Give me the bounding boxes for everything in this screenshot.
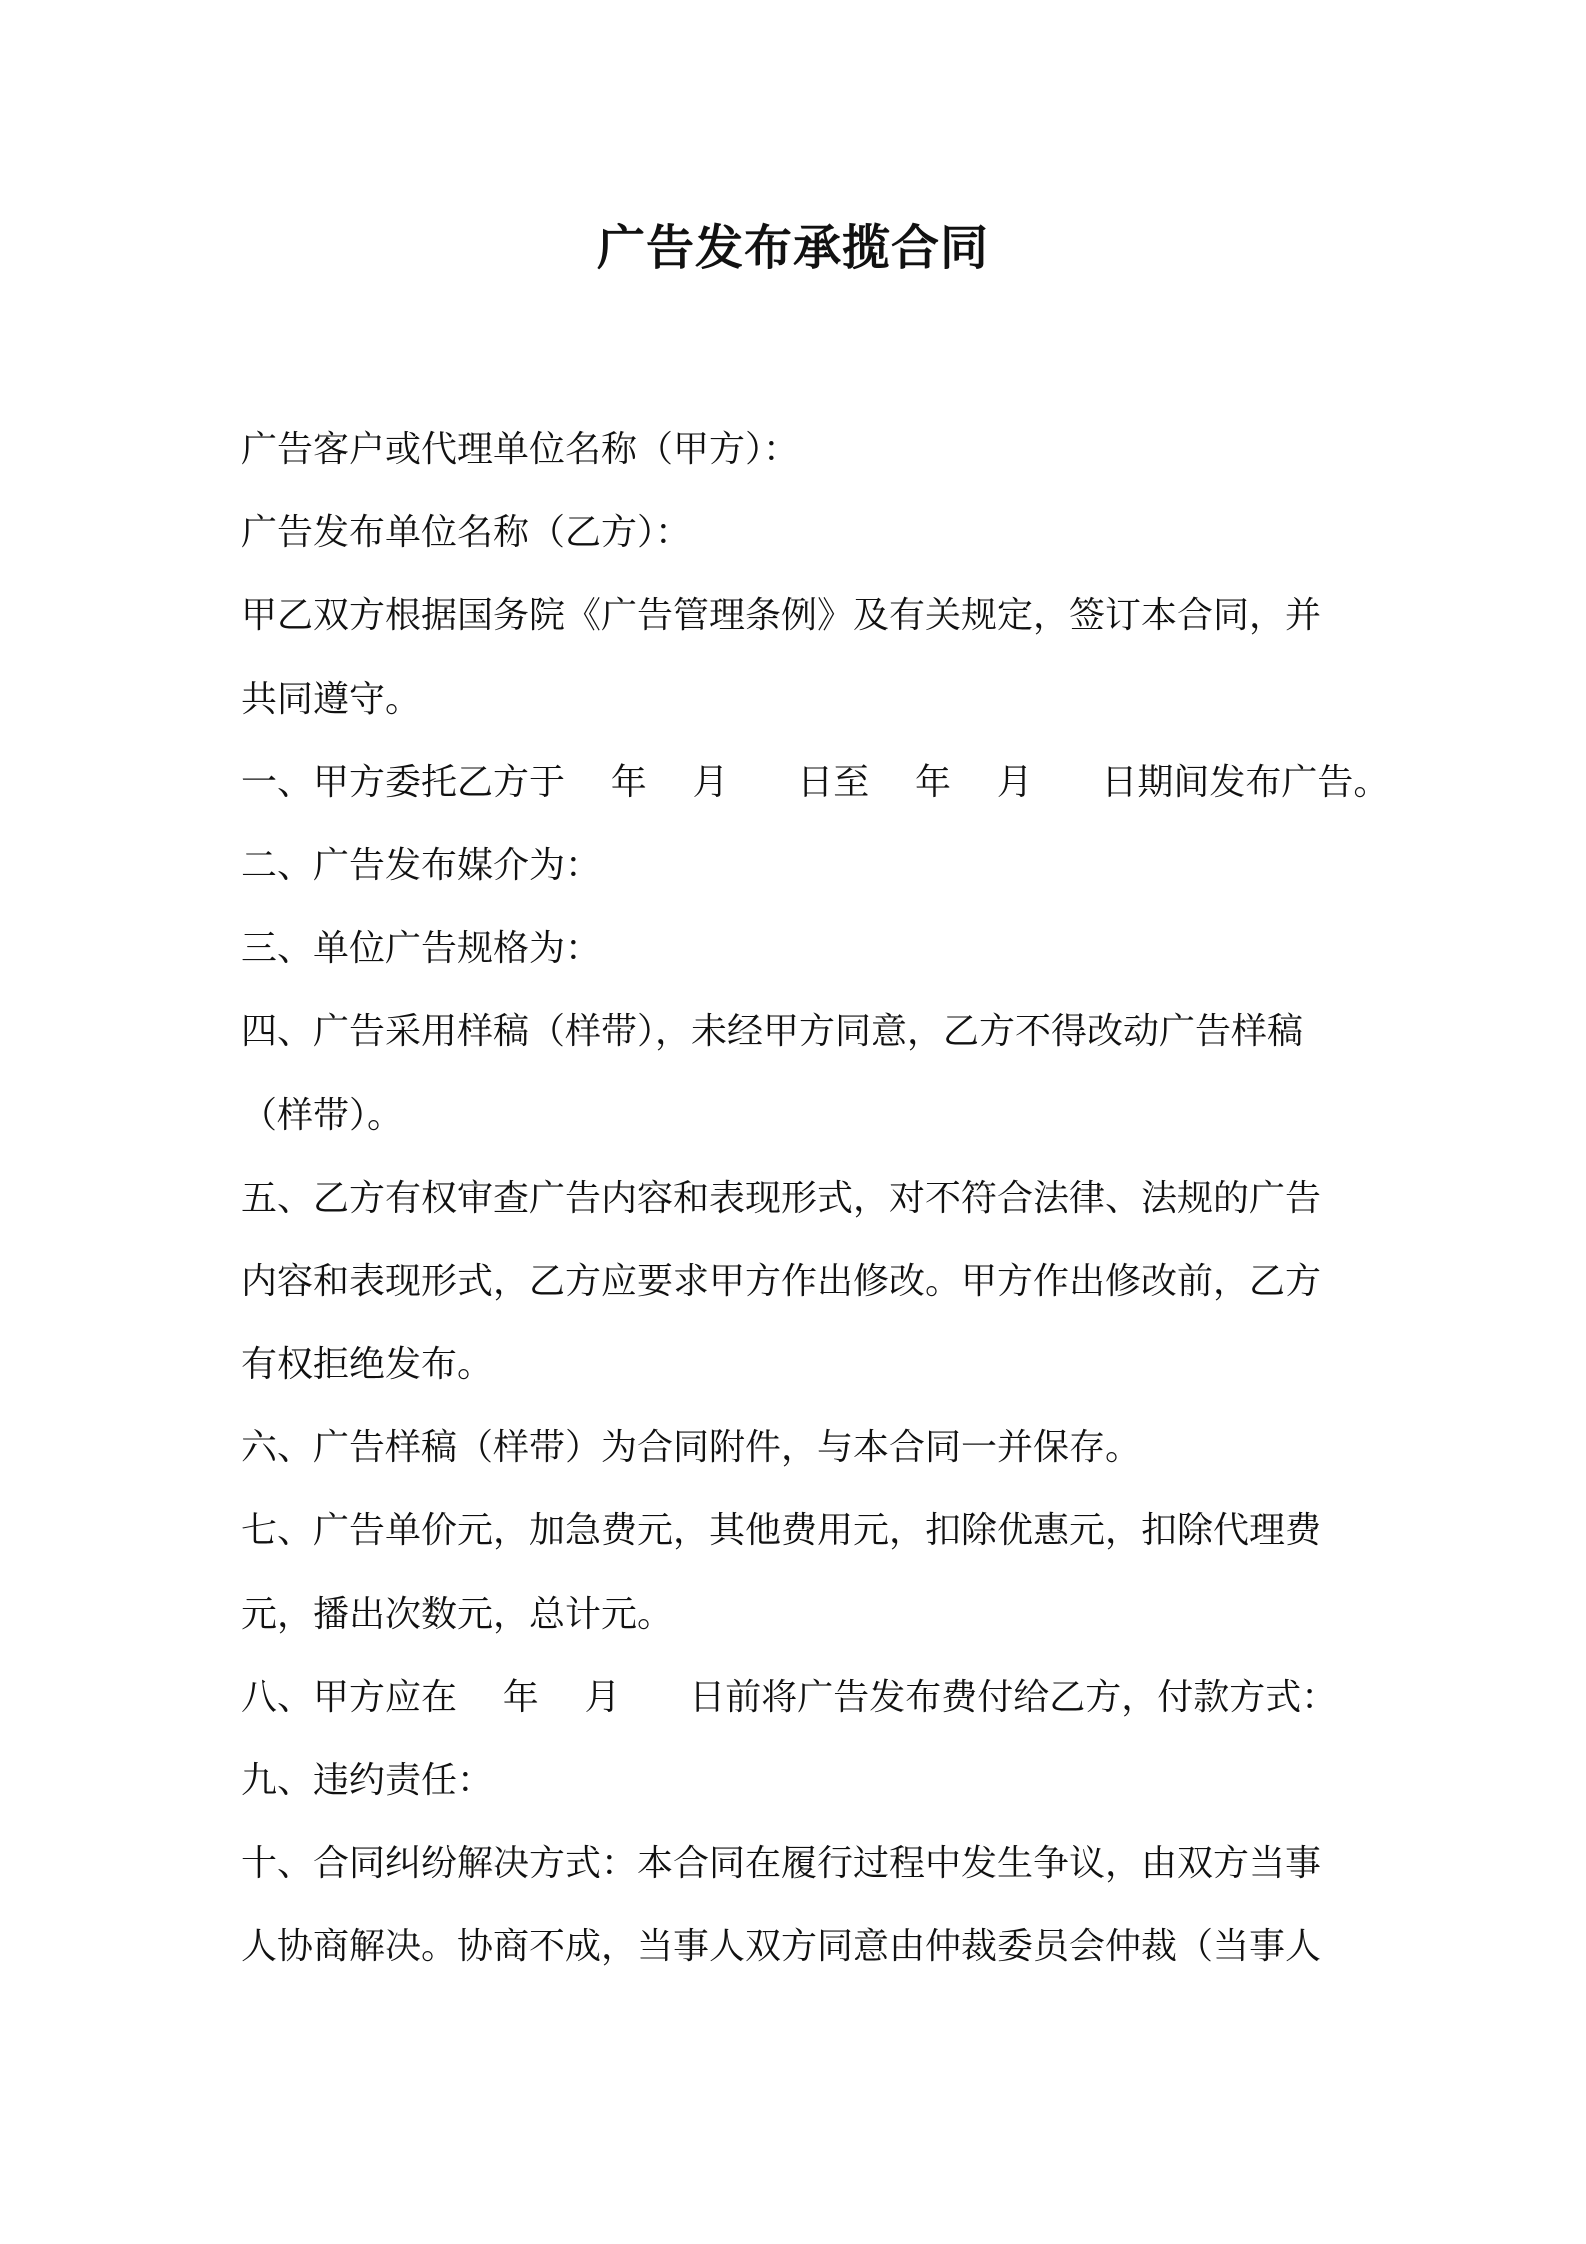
clause-7: 七、广告单价元，加急费元，其他费用元，扣除优惠元，扣除代理费 xyxy=(241,1510,1322,1552)
party-a-line: 广告客户或代理单位名称（甲方）： xyxy=(241,429,800,470)
preamble-line: 甲乙双方根据国务院《广告管理条例》及有关规定，签订本合同，并 xyxy=(241,595,1322,637)
clause-3: 三、单位广告规格为： xyxy=(241,928,602,970)
clause-1: 一、甲方委托乙方于 年 月 日至 年 月 日期间发布广告。 xyxy=(241,761,1390,803)
document-body xyxy=(241,408,1390,1989)
clause-9: 九、违约责任： xyxy=(241,1760,494,1801)
party-b-line: 广告发布单位名称（乙方）： xyxy=(241,512,692,554)
clause-5-continued: 有权拒绝发布。 xyxy=(241,1344,494,1386)
clause-4-continued: （样带）。 xyxy=(241,1094,404,1136)
clause-10: 十、合同纠纷解决方式：本合同在履行过程中发生争议，由双方当事 xyxy=(241,1843,1322,1885)
clause-5: 五、乙方有权审查广告内容和表现形式，对不符合法律、法规的广告 xyxy=(241,1177,1322,1219)
clause-4: 四、广告采用样稿（样带），未经甲方同意，乙方不得改动广告样稿 xyxy=(241,1011,1304,1053)
clause-5-continued: 内容和表现形式，乙方应要求甲方作出修改。甲方作出修改前，乙方 xyxy=(241,1260,1322,1302)
document-title: 广告发布承揽合同 xyxy=(596,220,989,276)
clause-7-continued: 元，播出次数元，总计元。 xyxy=(241,1593,674,1635)
clause-2: 二、广告发布媒介为： xyxy=(241,844,602,886)
clause-10-continued: 人协商解决。协商不成，当事人双方同意由仲裁委员会仲裁（当事人 xyxy=(241,1926,1322,1968)
clause-8: 八、甲方应在 年 月 日前将广告发布费付给乙方，付款方式： xyxy=(241,1676,1338,1718)
preamble-line: 共同遵守。 xyxy=(241,678,422,720)
clause-6: 六、广告样稿（样带）为合同附件，与本合同一并保存。 xyxy=(241,1427,1142,1469)
